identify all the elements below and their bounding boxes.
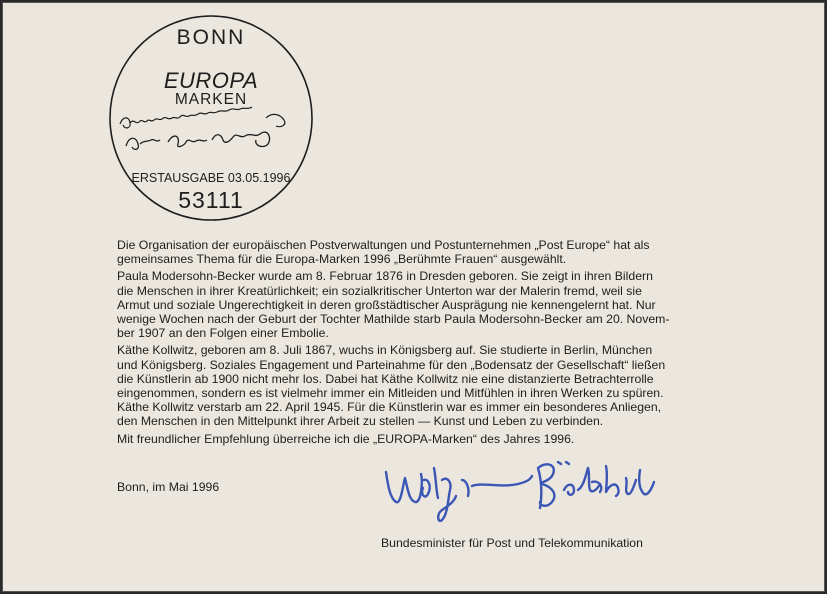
signer-title: Bundesminister für Post und Telekommunikation bbox=[381, 536, 643, 550]
postmark-subtitle: MARKEN bbox=[174, 91, 248, 108]
letter-paragraph-modersohn-becker: Paula Modersohn-Becker wurde am 8. Februar 1876 in Dresden geboren. Sie zeigt in ihren Bildern die Menschen in ihrer Kreatürlichkeit; ein sozialkritischer Unterton war der Malerin fremd, weil sie Armut und soziale Ungerechtigkeit in deren großstädtischer Ausprägung nie kennengelernt hat. Nur wenige Wochen nach der Geburt der Tochter Mathilde starb Paula Modersohn-Becker am 20. Novem- ber 1907 an den Folgen einer Embolie. bbox=[117, 269, 670, 341]
postmark-issue-date: ERSTAUSGABE 03.05.1996 bbox=[131, 171, 291, 185]
postmark-postcode: 53111 bbox=[178, 187, 244, 213]
letter-paragraph-kollwitz: Käthe Kollwitz, geboren am 8. Juli 1867, wuchs in Königsberg auf. Sie studierte in Berlin, München und Königsberg. Soziales Engagement und Parteinahme für den „Bodensatz der Gesellschaft“ ließen die Künstlerin ab 1900 nicht mehr los. Dabei hat Käthe Kollwitz nie eine distanzierte Betrachterrolle eingenommen, sondern es ist vielmehr immer ein Mitleiden und Mitfühlen in ihren Werken zu spüren. Käthe Kollwitz verstarb am 22. April 1945. Für die Künstlerin war es immer ein besonderes Anliegen, den Menschen in den Mittelpunkt ihrer Arbeit zu stellen — Kunst und Leben zu verbinden. bbox=[117, 343, 666, 429]
letter-paragraph-intro: Die Organisation der europäischen Postverwaltungen und Postunternehmen „Post Europe“ hat als gemeinsames Thema für die Europa-Marken 1996 „Berühmte Frauen“ ausgewählt. bbox=[117, 238, 650, 267]
postmark-city: BONN bbox=[176, 26, 246, 49]
place-date: Bonn, im Mai 1996 bbox=[117, 480, 220, 494]
postmark-brand: EUROPA bbox=[163, 68, 259, 93]
letter-body bbox=[117, 238, 677, 449]
postmark-artist-signatures bbox=[116, 106, 306, 158]
letter-paragraph-closing: Mit freundlicher Empfehlung überreiche ich die „EUROPA-Marken“ des Jahres 1996. bbox=[117, 431, 575, 446]
